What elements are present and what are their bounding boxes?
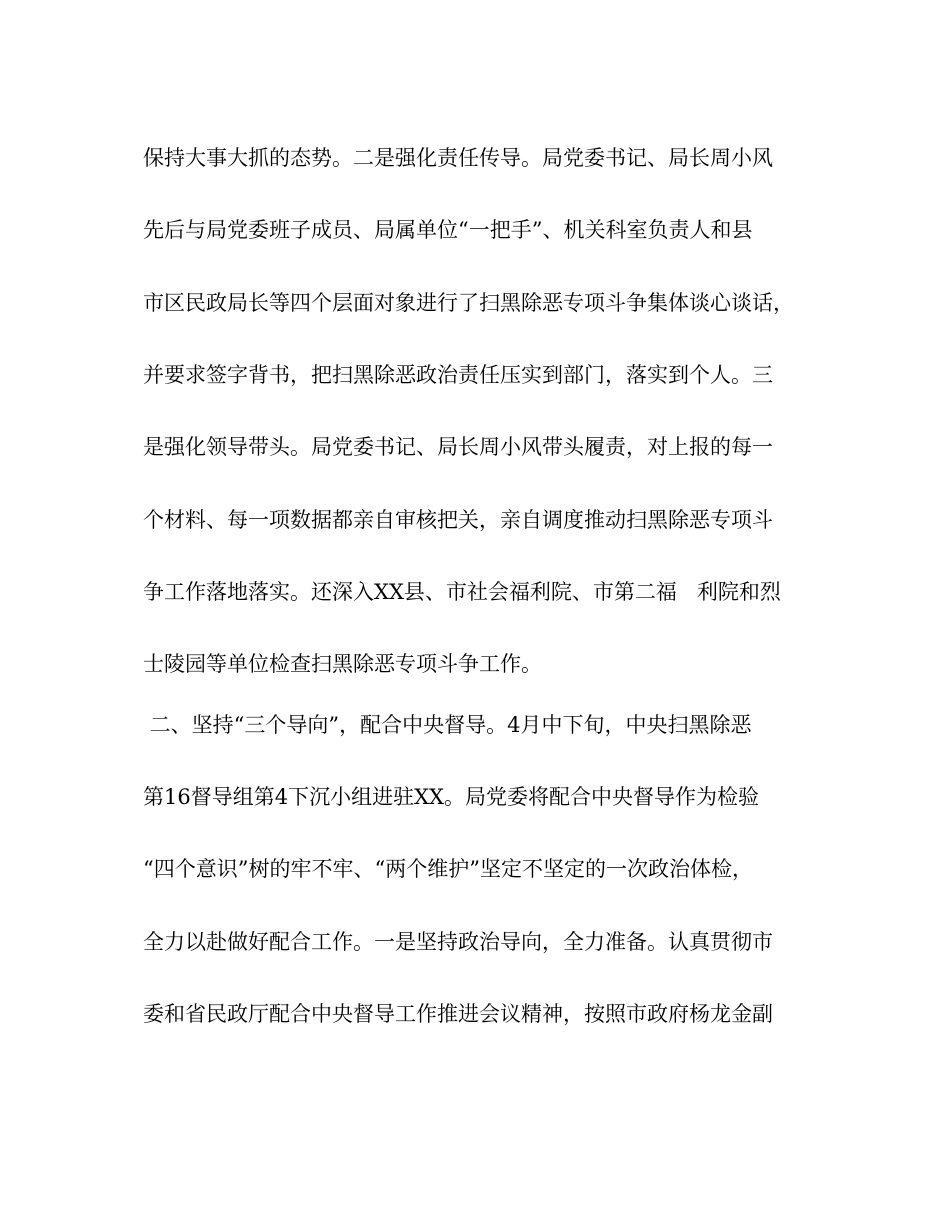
text-line: 先后与局党委班子成员、局属单位“一把手”、机关科室负责人和县 [143, 218, 753, 242]
text-line: 全力以赴做好配合工作。一是坚持政治导向，全力准备。认真贯彻市 [143, 930, 773, 954]
text-line: 士陵园等单位检查扫黑除恶专项斗争工作。 [143, 652, 542, 676]
text-line: 是强化领导带头。局党委书记、局长周小风带头履责，对上报的每一 [143, 435, 773, 459]
text-line: “四个意识”树的牢不牢、“两个维护”坚定不坚定的一次政治体检， [143, 857, 753, 881]
text-line: 个材料、每一项数据都亲自审核把关，亲自调度推动扫黑除恶专项斗 [143, 508, 773, 532]
text-line: 第16督导组第4下沉小组进驻XX。局党委将配合中央督导作为检验 [143, 785, 759, 809]
text-line: 保持大事大抓的态势。二是强化责任传导。局党委书记、局长周小风 [143, 146, 773, 170]
text-line: 市区民政局长等四个层面对象进行了扫黑除恶专项斗争集体谈心谈话， [143, 291, 794, 315]
text-line: 争工作落地落实。还深入XX县、市社会福利院、市第二福 利院和烈 [143, 580, 781, 604]
text-line: 委和省民政厅配合中央督导工作推进会议精神，按照市政府杨龙金副 [143, 1002, 773, 1026]
section-heading-line: 二、坚持“三个导向”，配合中央督导。4月中下旬，中央扫黑除恶 [143, 713, 752, 737]
text-line: 并要求签字背书，把扫黑除恶政治责任压实到部门，落实到个人。三 [143, 363, 773, 387]
